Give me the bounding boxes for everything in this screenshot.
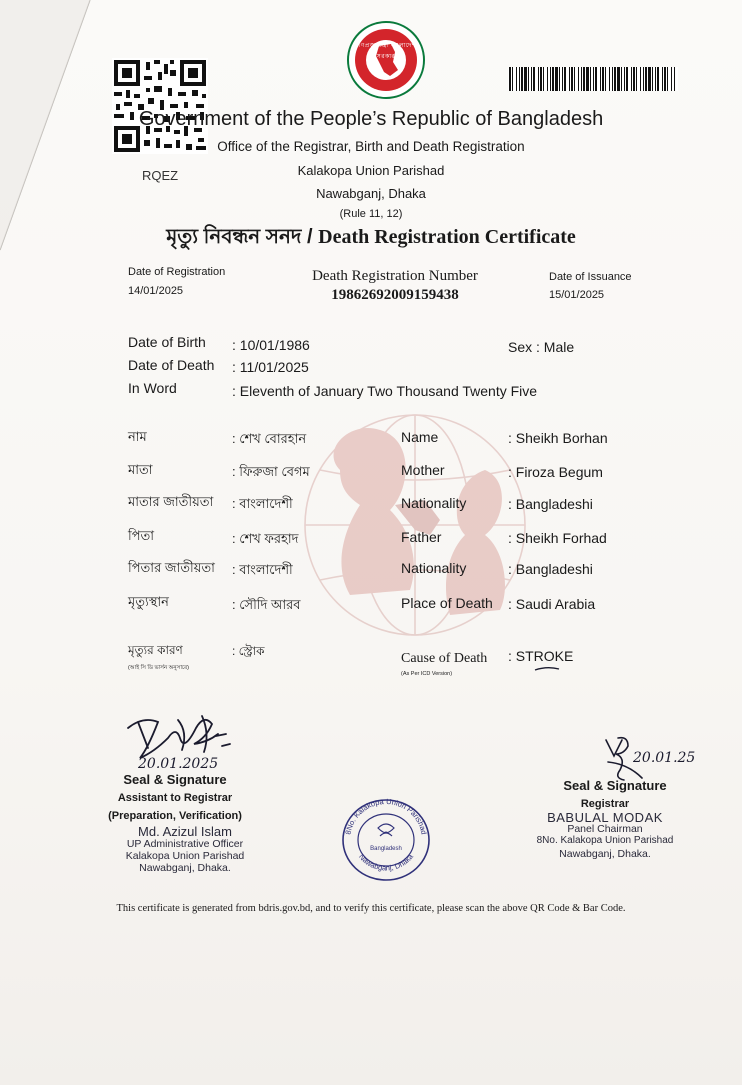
assistant-line1: UP Administrative Officer (126, 838, 244, 850)
field-en-label: Nationality (401, 495, 467, 511)
field-en-value: : Saudi Arabia (508, 596, 596, 612)
field-en-label: Name (401, 429, 439, 445)
field-bn-label: মৃত্যুস্থান (128, 594, 169, 609)
field-bn-value: : ফিরুজা বেগম (232, 464, 310, 479)
field-bn-label: পিতা (128, 528, 155, 543)
field-en-value: : Bangladeshi (508, 561, 593, 577)
field-en-label: Place of Death (401, 595, 493, 611)
barcode-bar (524, 67, 527, 91)
field-bn-value: : শেখ ফরহাদ (232, 531, 299, 546)
barcode-bar (590, 67, 591, 91)
footer-note: This certificate is generated from bdris.gov.bd, and to verify this certificate, please scan the above QR Code & Bar Code. (116, 903, 626, 914)
barcode-bar (555, 67, 558, 91)
barcode-bar (540, 67, 542, 91)
field-en-value: : Sheikh Forhad (508, 530, 607, 546)
date-of-death-label: Date of Death (128, 357, 215, 373)
svg-text:Nawabganj, Dhaka (357, 852, 415, 873)
field-bn-label: নাম (128, 429, 147, 444)
seal-center-text: Bangladesh (370, 846, 402, 852)
barcode-bar (633, 67, 635, 91)
barcode-bar (645, 67, 647, 91)
certificate-title-en: Death Registration Certificate (318, 226, 576, 248)
field-en-value: : Firoza Begum (508, 464, 603, 480)
barcode-bar (569, 67, 570, 91)
field-bn-value: : বাংলাদেশী (232, 562, 293, 577)
registrar-name: BABULAL MODAK (547, 810, 663, 825)
barcode-bar (533, 67, 535, 91)
field-en-label: Mother (401, 462, 445, 478)
barcode-bar (550, 67, 551, 91)
barcode-bar (614, 67, 616, 91)
barcode-bar (516, 67, 517, 91)
svg-text:8No. Kalakopa Union Parishad (343, 798, 428, 835)
barcode-bar (605, 67, 606, 91)
registrar-line1: Panel Chairman (567, 823, 643, 835)
field-bn-label: মাতা (128, 462, 153, 477)
barcode-bar (552, 67, 554, 91)
date-of-issuance-value: 15/01/2025 (549, 289, 605, 301)
registrar-line3: Nawabganj, Dhaka. (559, 848, 651, 860)
barcode-bar (509, 67, 511, 91)
barcode-bar (640, 67, 641, 91)
assistant-handwritten-date: 20.01.2025 (138, 756, 219, 772)
emblem-text: গণপ্রজাতন্ত্রী বাংলাদেশ সরকার (356, 43, 416, 60)
seal-ring-text: 8No. Kalakopa Union Parishad (343, 798, 429, 836)
date-of-registration-label: Date of Registration (128, 266, 226, 278)
field-bn-label: পিতার জাতীয়তা (128, 560, 215, 575)
rule-text: (Rule 11, 12) (339, 208, 403, 220)
in-word-label: In Word (128, 380, 177, 396)
barcode-bar (612, 67, 613, 91)
barcode-bar (636, 67, 637, 91)
barcode-bar (664, 67, 666, 91)
assistant-role: Assistant to Registrar (117, 792, 233, 804)
barcode-bar (671, 67, 672, 91)
barcode-bar (583, 67, 585, 91)
barcode-bar (564, 67, 566, 91)
assistant-line3: Nawabganj, Dhaka. (139, 862, 231, 874)
field-en-value: : Bangladeshi (508, 496, 593, 512)
barcode-bar (662, 67, 663, 91)
barcode-bar (624, 67, 625, 91)
date-of-registration-value: 14/01/2025 (128, 285, 184, 297)
field-en-label: Nationality (401, 560, 467, 576)
date-of-death-value: : 11/01/2025 (232, 359, 309, 375)
registrar-role: Registrar (580, 798, 630, 810)
barcode-bar (655, 67, 656, 91)
barcode-bar (600, 67, 601, 91)
barcode-bar (559, 67, 560, 91)
barcode-bar (617, 67, 620, 91)
seal-bottom-text: Nawabganj, Dhaka (357, 852, 415, 873)
office-title: Office of the Registrar, Birth and Death Registration (217, 139, 525, 154)
barcode-bar (609, 67, 610, 91)
barcode-bar (631, 67, 632, 91)
date-of-birth-value: : 10/01/1986 (232, 337, 310, 353)
union-parishad-seal-icon (340, 798, 432, 882)
registrar-handwritten-date: 20.01.25 (633, 750, 696, 766)
barcode-bar (643, 67, 644, 91)
handwritten-underline (534, 666, 560, 672)
barcode-bar (578, 67, 579, 91)
cause-bn-note: (আই সি ডি ভার্সন অনুসারে) (128, 665, 189, 671)
location-title: Nawabganj, Dhaka (316, 186, 426, 201)
barcode-bar (674, 67, 675, 91)
barcode-bar (586, 67, 589, 91)
government-title: Government of the People’s Republic of Bangladesh (138, 108, 604, 130)
barcode-bar (657, 67, 659, 91)
barcode-bar (543, 67, 544, 91)
barcode-bar (519, 67, 520, 91)
field-en-value: : Sheikh Borhan (508, 430, 608, 446)
cause-bn-value: : স্ট্রোক (232, 644, 265, 658)
field-bn-label: মাতার জাতীয়তা (128, 494, 214, 509)
union-parishad-title: Kalakopa Union Parishad (297, 163, 445, 178)
field-en-label: Father (401, 529, 442, 545)
field-bn-value: : শেখ বোরহান (232, 431, 307, 446)
barcode-bar (626, 67, 628, 91)
registrar-seal-label: Seal & Signature (563, 778, 667, 793)
date-of-birth-label: Date of Birth (128, 334, 206, 350)
barcode-bar (574, 67, 575, 91)
registration-number-label: Death Registration Number (312, 268, 478, 284)
barcode-bar (652, 67, 653, 91)
barcode-bar (531, 67, 532, 91)
barcode-bar (667, 67, 668, 91)
qr-code-label: RQEZ (141, 168, 179, 183)
barcode-bar (528, 67, 529, 91)
barcode-bar (512, 67, 513, 91)
barcode-bar (602, 67, 604, 91)
in-word-value: : Eleventh of January Two Thousand Twenty Five (232, 383, 538, 399)
cause-en-value: : STROKE (508, 648, 574, 664)
barcode-bar (648, 67, 651, 91)
registration-number-value: 19862692009159438 (331, 287, 459, 303)
registrar-line2: 8No. Kalakopa Union Parishad (536, 835, 674, 846)
cause-bn-label: মৃত্যুর কারণ (128, 643, 183, 657)
date-of-issuance-label: Date of Issuance (549, 271, 632, 283)
field-bn-value: : বাংলাদেশী (232, 496, 293, 511)
barcode-bar (562, 67, 563, 91)
assistant-role-detail: (Preparation, Verification) (108, 810, 242, 822)
barcode-bar (547, 67, 548, 91)
assistant-line2: Kalakopa Union Parishad (125, 850, 245, 862)
certificate-title-bn: মৃত্যু নিবন্ধন সনদ / (166, 226, 313, 248)
barcode-bar (581, 67, 582, 91)
barcode-bar (593, 67, 594, 91)
sex-value: Sex : Male (508, 339, 575, 355)
barcode-bar (538, 67, 539, 91)
assistant-seal-label: Seal & Signature (123, 772, 227, 787)
cause-en-note: (As Per ICD Version) (401, 671, 453, 677)
cause-en-label: Cause of Death (401, 651, 488, 666)
barcode-bar (595, 67, 597, 91)
certificate-title (0, 222, 742, 255)
assistant-name: Md. Azizul Islam (138, 824, 232, 839)
barcode-bar (621, 67, 622, 91)
field-bn-value: : সৌদি আরব (232, 597, 301, 612)
barcode-icon[interactable] (508, 67, 678, 91)
barcode-bar (571, 67, 573, 91)
barcode-bar (521, 67, 523, 91)
